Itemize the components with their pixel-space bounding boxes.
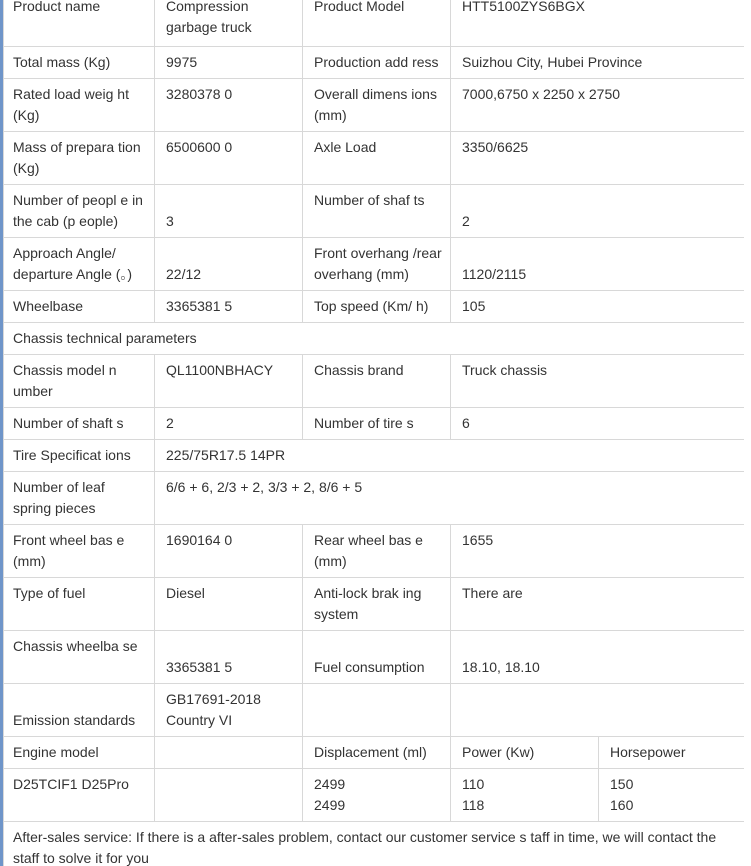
table-row xyxy=(4,737,745,769)
label-cell: Number of leaf spring pieces xyxy=(4,472,155,525)
label-cell: Rated load weig ht (Kg) xyxy=(4,79,155,132)
table-row xyxy=(4,185,745,238)
section-row xyxy=(4,323,745,355)
table-row xyxy=(4,525,745,578)
header-cell: Power (Kw) xyxy=(451,737,599,769)
displacement-value: 2499 xyxy=(314,776,346,792)
value-cell: 18.10, 18.10 xyxy=(451,631,745,684)
table-row xyxy=(4,132,745,185)
header-cell: Horsepower xyxy=(599,737,745,769)
after-sales-note: After-sales service: If there is a after-sales problem, contact our customer service s taff in time, we will contact the staff to solve it for you xyxy=(4,822,745,866)
power-value: 110 xyxy=(462,776,485,792)
table-row xyxy=(4,291,745,323)
value-cell: 105 xyxy=(451,291,745,323)
label-cell: Overall dimens ions (mm) xyxy=(303,79,451,132)
label-cell: Type of fuel xyxy=(4,578,155,631)
table-row xyxy=(4,472,745,525)
label-cell: Front wheel bas e (mm) xyxy=(4,525,155,578)
value-cell: Diesel xyxy=(155,578,303,631)
section-title: Chassis technical parameters xyxy=(4,323,745,355)
table-row xyxy=(4,631,745,684)
value-cell: GB17691-2018 Country VI xyxy=(155,684,303,737)
value-cell: 9975 xyxy=(155,47,303,79)
label-cell: Front overhang /rear overhang (mm) xyxy=(303,238,451,291)
value-cell: There are xyxy=(451,578,745,631)
value-cell: Truck chassis xyxy=(451,355,745,408)
table-row xyxy=(4,355,745,408)
horsepower-cell xyxy=(599,769,745,822)
value-cell: HTT5100ZYS6BGX xyxy=(451,0,745,47)
value-cell: Suizhou City, Hubei Province xyxy=(451,47,745,79)
table-row xyxy=(4,0,745,47)
displacement-cell xyxy=(303,769,451,822)
value-cell: 3280378 0 xyxy=(155,79,303,132)
label-cell: Anti-lock brak ing system xyxy=(303,578,451,631)
label-cell: Number of shaft s xyxy=(4,408,155,440)
table-row xyxy=(4,440,745,472)
label-cell: Chassis brand xyxy=(303,355,451,408)
label-cell: Wheelbase xyxy=(4,291,155,323)
value-cell: 2 xyxy=(451,185,745,238)
empty-cell xyxy=(451,684,745,737)
value-cell: 3365381 5 xyxy=(155,631,303,684)
label-cell: Chassis model n umber xyxy=(4,355,155,408)
table-row xyxy=(4,79,745,132)
label-cell: Product name xyxy=(4,0,155,47)
label-cell: Emission standards xyxy=(4,684,155,737)
label-cell: Approach Angle/ departure Angle (。) xyxy=(4,238,155,291)
value-cell: 1655 xyxy=(451,525,745,578)
value-cell: 3365381 5 xyxy=(155,291,303,323)
label-cell: Axle Load xyxy=(303,132,451,185)
value-cell: 22/12 xyxy=(155,238,303,291)
value-cell: 2 xyxy=(155,408,303,440)
label-cell: Top speed (Km/ h) xyxy=(303,291,451,323)
value-cell: 3350/6625 xyxy=(451,132,745,185)
label-cell: Chassis wheelba se xyxy=(4,631,155,684)
label-cell: Product Model xyxy=(303,0,451,47)
horsepower-value: 160 xyxy=(610,797,634,813)
label-cell: Production add ress xyxy=(303,47,451,79)
value-cell: 6 xyxy=(451,408,745,440)
label-cell: Total mass (Kg) xyxy=(4,47,155,79)
value-cell: QL1100NBHACY xyxy=(155,355,303,408)
after-sales-row xyxy=(4,822,745,866)
value-cell: 6/6 + 6, 2/3 + 2, 3/3 + 2, 8/6 + 5 xyxy=(155,472,745,525)
label-cell: Tire Specificat ions xyxy=(4,440,155,472)
value-cell: 1690164 0 xyxy=(155,525,303,578)
engine-model-cell: D25TCIF1 D25Pro xyxy=(4,769,155,822)
table-row xyxy=(4,578,745,631)
label-cell: Mass of prepara tion (Kg) xyxy=(4,132,155,185)
value-cell: Compression garbage truck xyxy=(155,0,303,47)
value-cell: 225/75R17.5 14PR xyxy=(155,440,745,472)
empty-cell xyxy=(155,737,303,769)
label-cell: Engine model xyxy=(4,737,155,769)
power-cell xyxy=(451,769,599,822)
label-cell: Number of peopl e in the cab (p eople) xyxy=(4,185,155,238)
label-cell: Rear wheel bas e (mm) xyxy=(303,525,451,578)
value-cell: 3 xyxy=(155,185,303,238)
table-row xyxy=(4,47,745,79)
label-cell: Number of shaf ts xyxy=(303,185,451,238)
table-row xyxy=(4,684,745,737)
value-cell: 6500600 0 xyxy=(155,132,303,185)
value-cell: 1120/2115 xyxy=(451,238,745,291)
empty-cell xyxy=(155,769,303,822)
table-row xyxy=(4,238,745,291)
label-cell: Number of tire s xyxy=(303,408,451,440)
spec-table xyxy=(3,0,744,866)
power-value: 118 xyxy=(462,797,485,813)
table-row xyxy=(4,408,745,440)
displacement-value: 2499 xyxy=(314,797,346,813)
horsepower-value: 150 xyxy=(610,776,634,792)
table-row xyxy=(4,769,745,822)
header-cell: Displacement (ml) xyxy=(303,737,451,769)
value-cell: 7000,6750 x 2250 x 2750 xyxy=(451,79,745,132)
label-cell: Fuel consumption xyxy=(303,631,451,684)
empty-cell xyxy=(303,684,451,737)
